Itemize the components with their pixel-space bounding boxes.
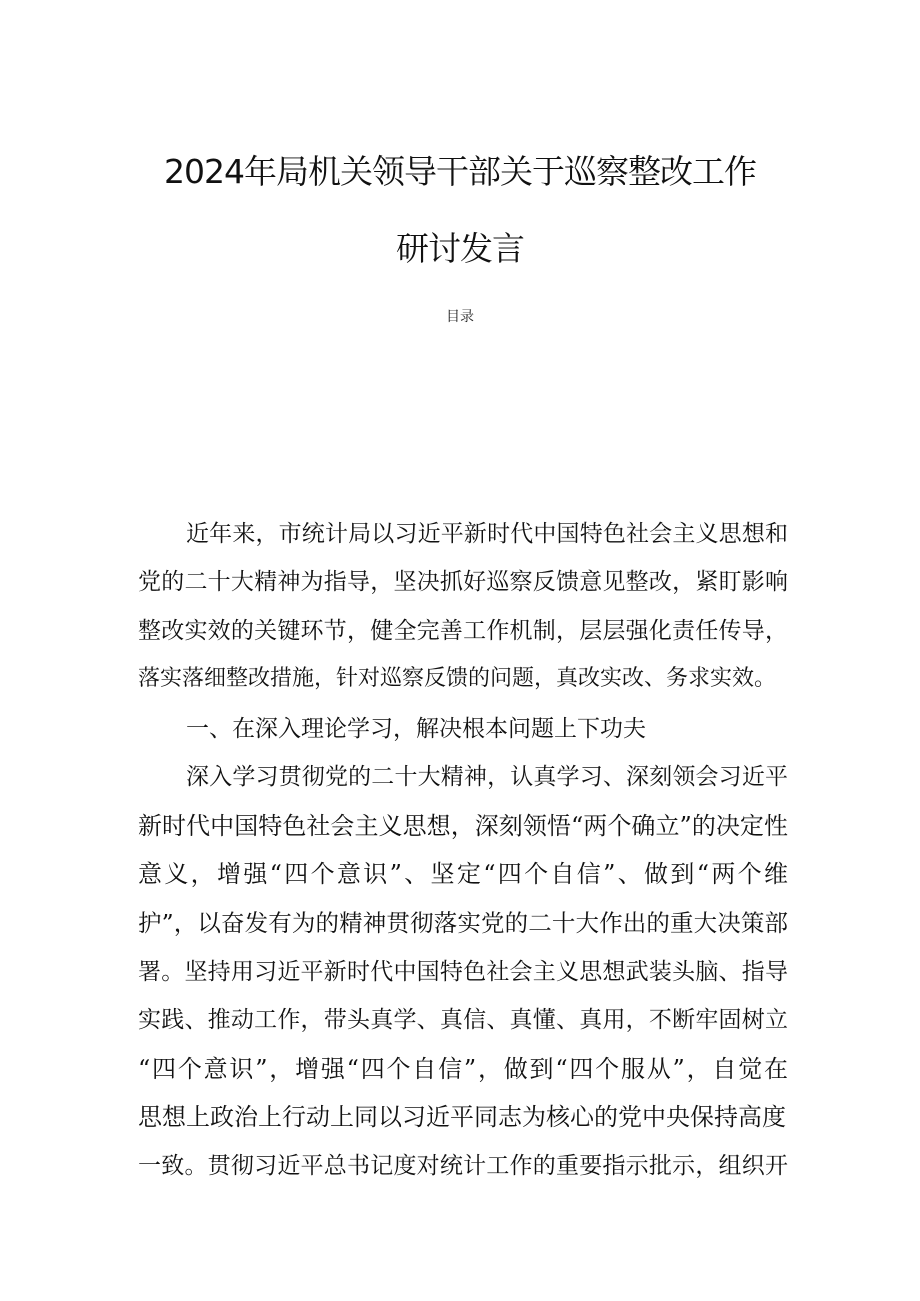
section-1-line: 新时代中国特色社会主义思想，深刻领悟“两个确立”的决定性: [138, 812, 788, 840]
section-1-line: 思想上政治上行动上同以习近平同志为核心的党中央保持高度: [138, 1103, 786, 1131]
section-1-line: “四个意识”，增强“四个自信”，做到“四个服从”，自觉在: [138, 1055, 788, 1083]
paragraph-1-line: 落实落细整改措施，针对巡察反馈的问题，真改实改、务求实效。: [138, 666, 777, 691]
table-of-contents-label: 目录: [446, 309, 474, 325]
section-1-line: 署。坚持用习近平新时代中国特色社会主义思想武装头脑、指导: [138, 959, 788, 985]
section-1-line: 深入学习贯彻党的二十大精神，认真学习、深刻领会习近平: [186, 764, 788, 790]
paragraph-1-line: 近年来，市统计局以习近平新时代中国特色社会主义思想和: [186, 521, 788, 547]
section-1-line: 一致。贯彻习近平总书记度对统计工作的重要指示批示，组织开: [138, 1153, 788, 1179]
paragraph-1-line: 整改实效的关键环节，健全完善工作机制，层层强化责任传导，: [138, 618, 788, 644]
document-title-line-1: 2024年局机关领导干部关于巡察整改工作: [164, 152, 756, 191]
section-1-line: 意义，增强“四个意识”、坚定“四个自信”、做到“两个维: [138, 860, 788, 888]
section-1-heading: 一、在深入理论学习，解决根本问题上下功夫: [186, 716, 646, 742]
section-1-line: 护”，以奋发有为的精神贯彻落实党的二十大作出的重大决策部: [138, 909, 788, 937]
document-title-line-2: 研讨发言: [396, 229, 524, 268]
paragraph-1-line: 党的二十大精神为指导，坚决抓好巡察反馈意见整改，紧盯影响: [138, 569, 788, 595]
section-1-line: 实践、推动工作，带头真学、真信、真懂、真用，不断牢固树立: [138, 1007, 788, 1033]
